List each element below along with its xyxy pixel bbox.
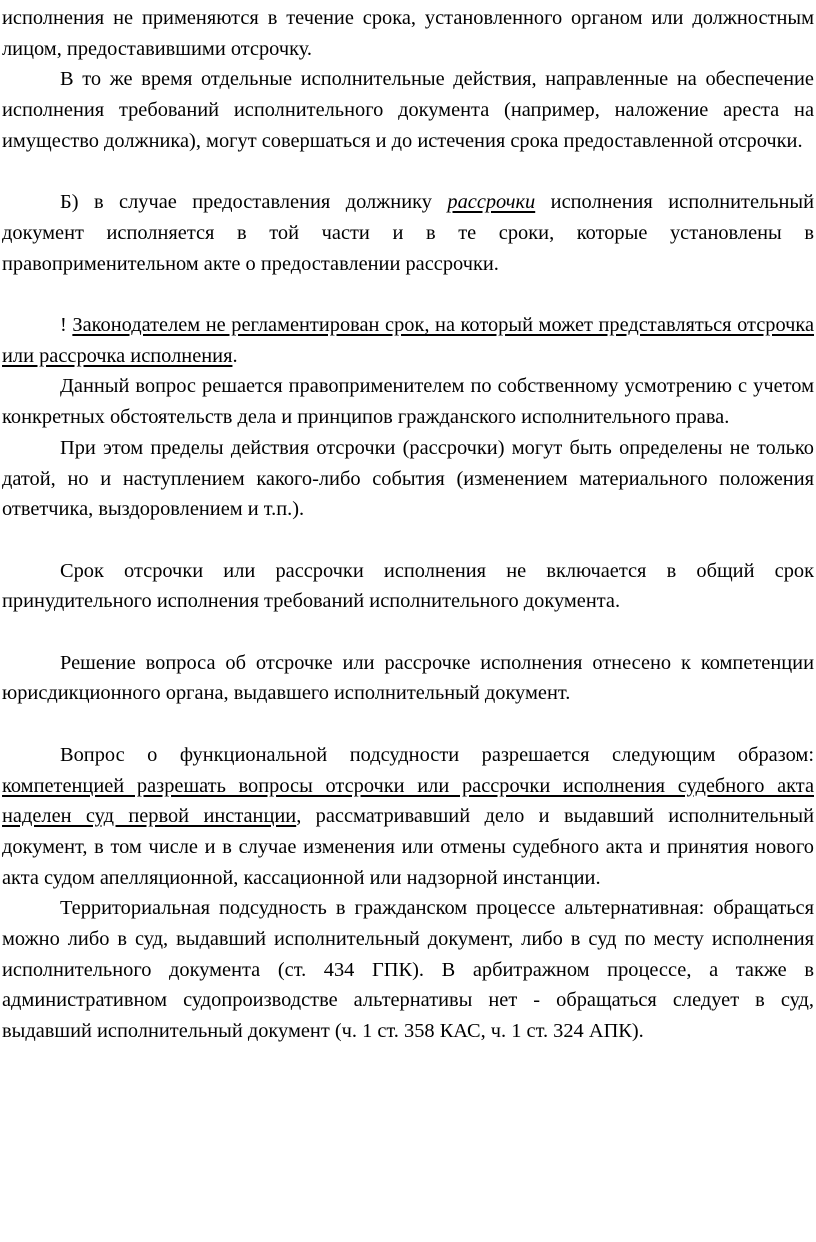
functional-text-after: , рассматривавший дело и выдавший исполнительный документ, в том числе и в случае изменения или отмены судебного акта и принятия нового акта судом апелляционной, кассационной или надзорной инстанции. — [2, 805, 814, 889]
paragraph-competence: Решение вопроса об отсрочке или рассрочке исполнения отнесено к компетенции юрисдикционного органа, выдавшего исполнительный документ. — [2, 651, 814, 705]
installment-emphasis: рассрочки — [447, 191, 536, 214]
paragraph-gap — [2, 525, 814, 556]
paragraph-gap — [2, 157, 814, 188]
exclamation-mark: ! — [60, 314, 73, 336]
paragraph-gap — [2, 617, 814, 648]
legislator-underlined-text: Законодателем не регламентирован срок, на который может представляться отсрочка или рассрочка исполнения — [2, 314, 815, 367]
installment-text-after: исполнения исполнительный документ исполняется в той части и в те сроки, которые установлены в правоприменительном акте о предоставлении рассрочки. — [2, 191, 815, 275]
legislator-text-after: . — [232, 344, 238, 367]
paragraph-legislator-note — [2, 310, 814, 371]
functional-underlined-text: компетенцией разрешать вопросы отсрочки или рассрочки исполнения судебного акта наделен суд первой инстанции — [2, 774, 814, 828]
paragraph-functional-jurisdiction — [2, 740, 814, 894]
paragraph-gap — [2, 709, 814, 740]
paragraph-term-exclusion: Срок отсрочки или рассрочки исполнения не включается в общий срок принудительного исполнения требований исполнительного документа. — [2, 559, 814, 613]
paragraph-discretion: Данный вопрос решается правоприменителем по собственному усмотрению с учетом конкретных обстоятельств дела и принципов гражданского исполнительного права. — [2, 375, 814, 429]
paragraph-gap — [2, 279, 814, 310]
paragraph-limits: При этом пределы действия отсрочки (рассрочки) могут быть определены не только датой, но и наступлением какого-либо события (изменением материального положения ответчика, выздоровлением и т.п.). — [2, 436, 814, 521]
paragraph-installment — [2, 187, 814, 279]
functional-text-before: Вопрос о функциональной подсудности разрешается следующим образом: — [60, 743, 814, 766]
paragraph-enforcement-actions: В то же время отдельные исполнительные действия, направленные на обеспечение исполнения требований исполнительного документа (например, наложение ареста на имущество должника), могут совершаться и до истечения срока предоставленной отсрочки. — [2, 68, 814, 152]
installment-text-before: Б) в случае предоставления должнику — [60, 191, 448, 214]
paragraph-territorial-jurisdiction: Территориальная подсудность в гражданском процессе альтернативная: обращаться можно либо в суд, выдавший исполнительный документ, либо в суд по месту исполнения исполнительного документа (ст. 434 ГПК). В арбитражном процессе, а также в административном судопроизводстве альтернативы нет - обращаться следует в суд, выдавший исполнительный документ (ч. 1 ст. 358 КАС, ч. 1 ст. 324 АПК). — [2, 897, 814, 1043]
paragraph-deferral-end: исполнения не применяются в течение срока, установленного органом или должностным лицом, предоставившими отсрочку. — [2, 7, 814, 60]
